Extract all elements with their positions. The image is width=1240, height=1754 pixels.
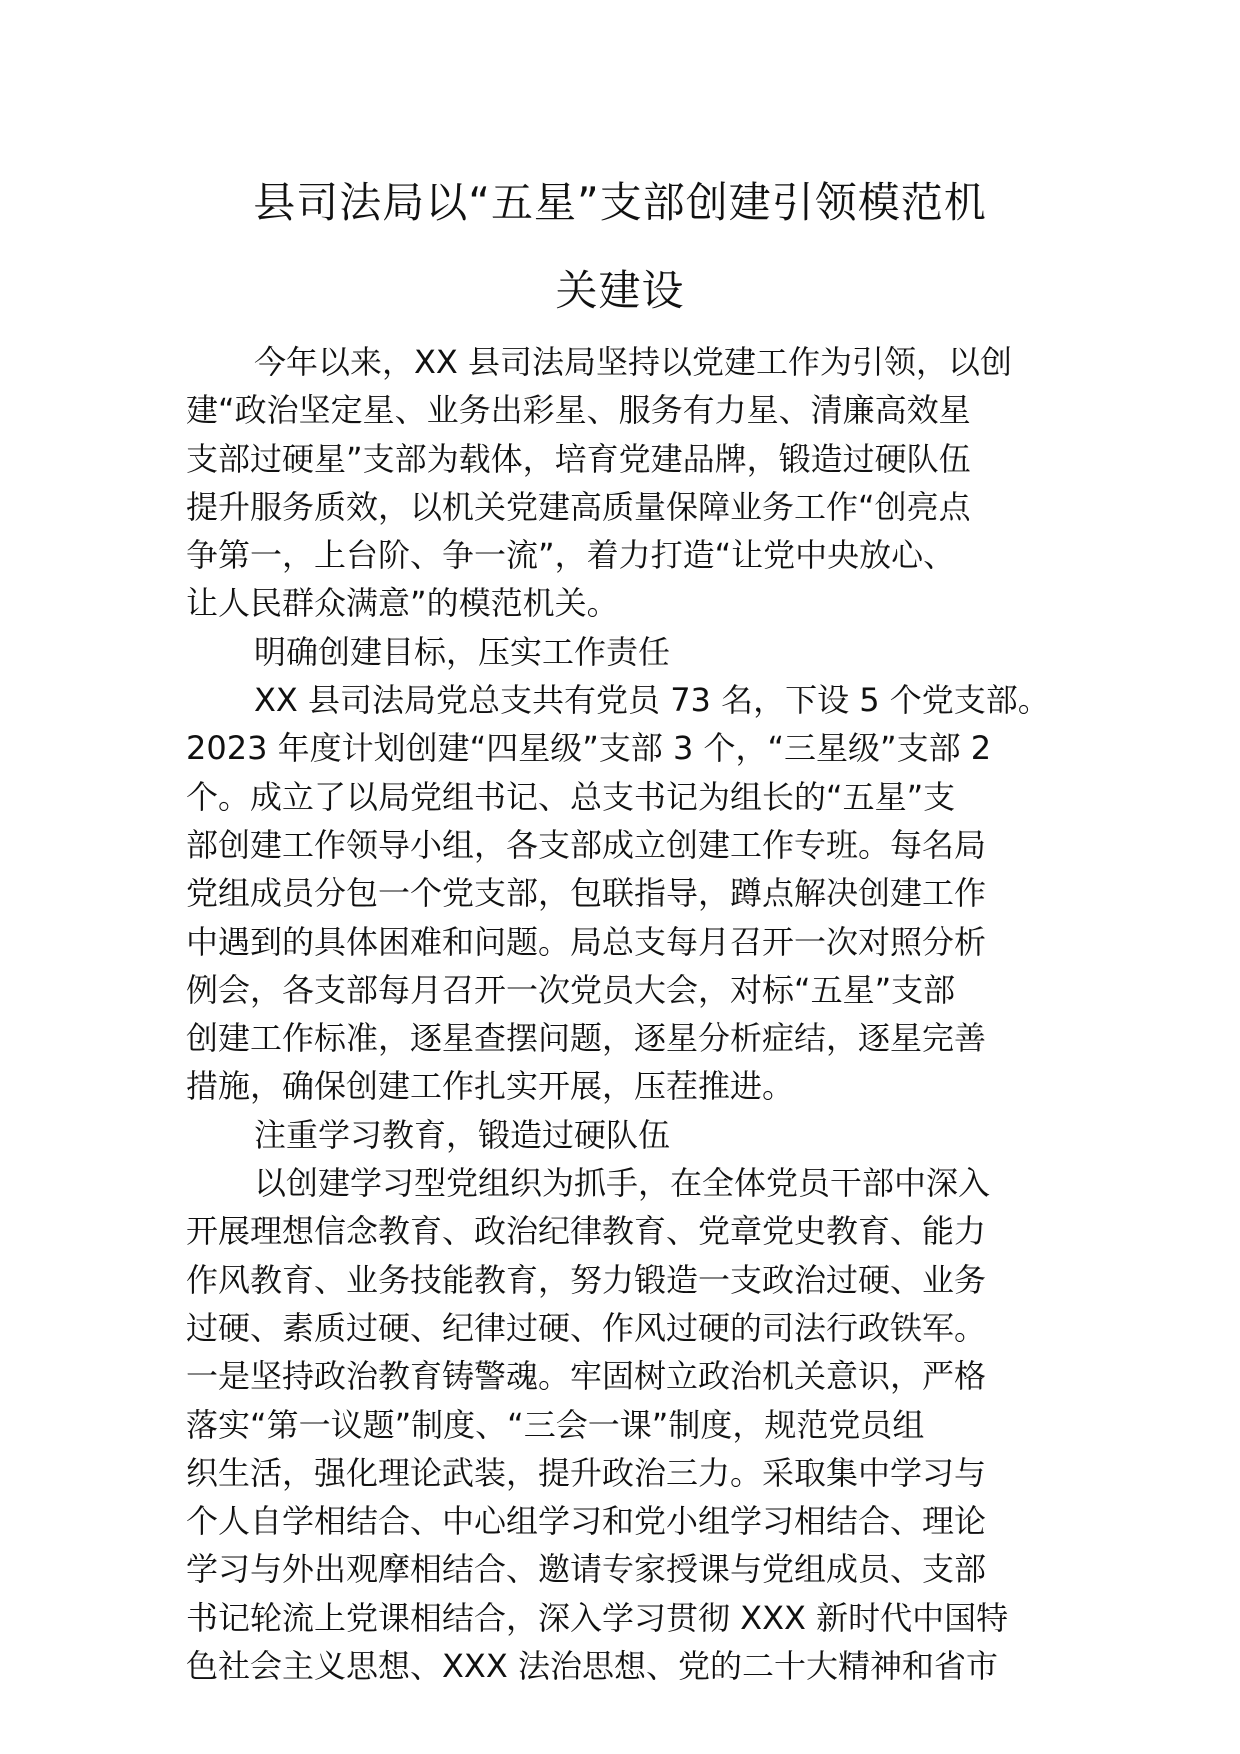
body-line: 今年以来，XX 县司法局坚持以党建工作为引领，以创 bbox=[254, 343, 1013, 381]
body-line: 色社会主义思想、XXX 法治思想、党的二十大精神和省市 bbox=[186, 1647, 998, 1686]
body-line: 例会，各支部每月召开一次党员大会，对标“五星”支部 bbox=[186, 970, 956, 1009]
body-line: 让人民群众满意”的模范机关。 bbox=[186, 584, 619, 623]
body-line: 部创建工作领导小组，各支部成立创建工作专班。每名局 bbox=[186, 825, 987, 864]
document-body bbox=[186, 338, 1066, 1690]
body-line: 2023 年度计划创建“四星级”支部 3 个，“三星级”支部 2 bbox=[186, 729, 992, 768]
body-line: 中遇到的具体困难和问题。局总支每月召开一次对照分析 bbox=[186, 922, 987, 961]
body-line: 落实“第一议题”制度、“三会一课”制度，规范党员组 bbox=[186, 1405, 925, 1444]
document-title-line-1: 县司法局以“五星”支部创建引领模范机 bbox=[253, 178, 987, 227]
body-line: 提升服务质效，以机关党建高质量保障业务工作“创亮点 bbox=[186, 487, 971, 526]
body-line: 个。成立了以局党组书记、总支书记为组长的“五星”支 bbox=[186, 777, 956, 816]
body-line: 措施，确保创建工作扎实开展，压茬推进。 bbox=[186, 1067, 795, 1106]
body-line: 支部过硬星”支部为载体，培育党建品牌，锻造过硬队伍 bbox=[186, 439, 971, 478]
body-line: 创建工作标准，逐星查摆问题，逐星分析症结，逐星完善 bbox=[186, 1019, 987, 1058]
body-line: 以创建学习型党组织为抓手，在全体党员干部中深入 bbox=[254, 1164, 991, 1203]
body-line: 学习与外出观摩相结合、邀请专家授课与党组成员、支部 bbox=[186, 1550, 987, 1589]
body-line: 过硬、素质过硬、纪律过硬、作风过硬的司法行政铁军。 bbox=[186, 1308, 987, 1347]
body-line: 作风教育、业务技能教育，努力锻造一支政治过硬、业务 bbox=[186, 1260, 987, 1299]
body-line: 一是坚持政治教育铸警魂。牢固树立政治机关意识，严格 bbox=[186, 1357, 987, 1396]
body-line: 注重学习教育，锻造过硬队伍 bbox=[254, 1115, 671, 1154]
body-line: 个人自学相结合、中心组学习和党小组学习相结合、理论 bbox=[186, 1502, 987, 1541]
body-line: 书记轮流上党课相结合，深入学习贯彻 XXX 新时代中国特 bbox=[186, 1598, 1009, 1637]
body-line: 织生活，强化理论武装，提升政治三力。采取集中学习与 bbox=[186, 1453, 987, 1492]
body-line: 争第一，上台阶、争一流”，着力打造“让党中央放心、 bbox=[186, 536, 956, 575]
body-line: XX 县司法局党总支共有党员 73 名，下设 5 个党支部。 bbox=[254, 681, 1050, 720]
body-line: 开展理想信念教育、政治纪律教育、党章党史教育、能力 bbox=[186, 1212, 987, 1251]
body-line: 建“政治坚定星、业务出彩星、服务有力星、清廉高效星 bbox=[186, 391, 971, 430]
body-line: 明确创建目标，压实工作责任 bbox=[254, 632, 671, 671]
body-line: 党组成员分包一个党支部，包联指导，蹲点解决创建工作 bbox=[186, 874, 987, 913]
document-title-line-2: 关建设 bbox=[555, 266, 685, 315]
